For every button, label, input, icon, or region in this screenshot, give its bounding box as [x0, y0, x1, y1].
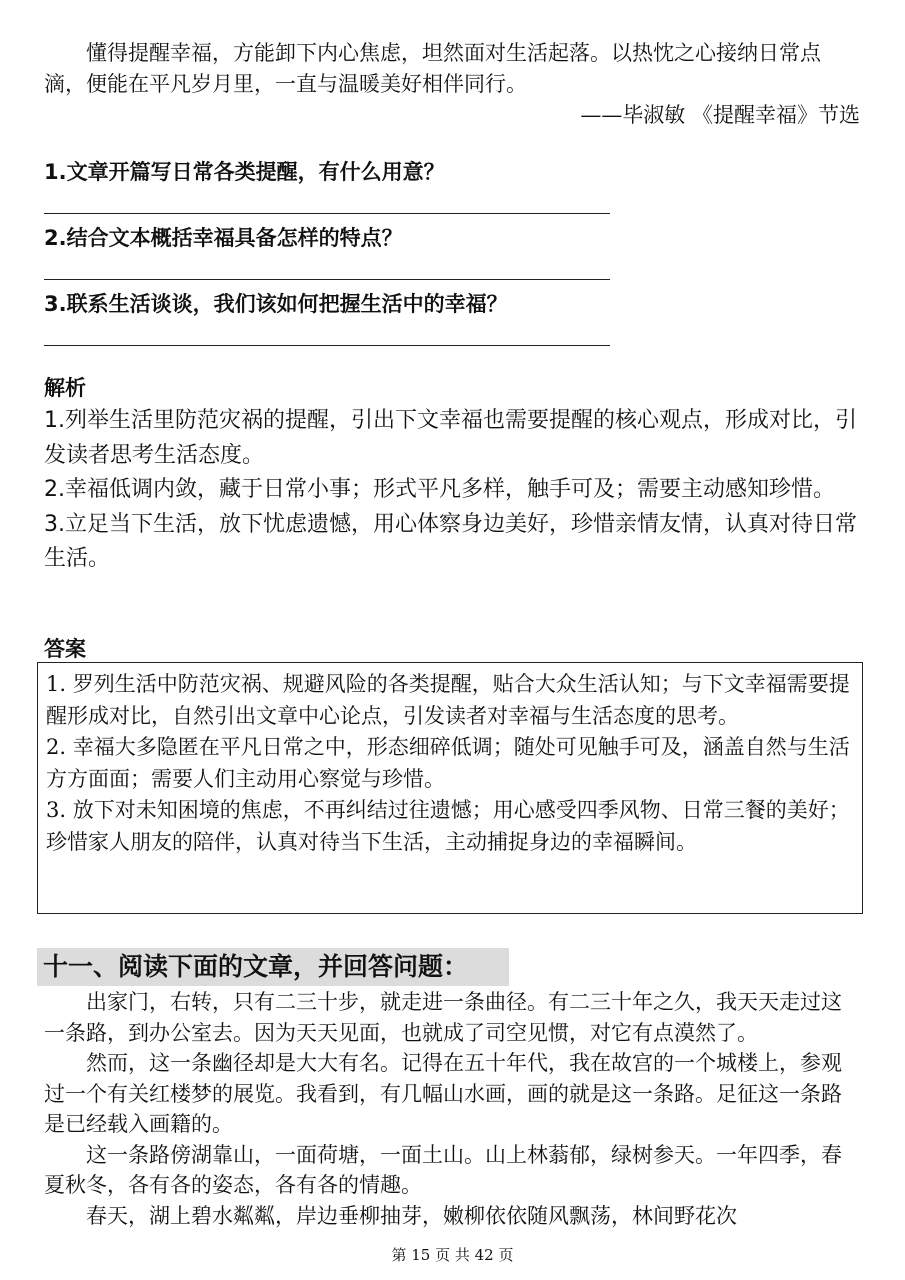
question-2: 2.结合文本概括幸福具备怎样的特点？ — [44, 226, 403, 250]
analysis-list — [44, 404, 864, 577]
question-3: 3.联系生活谈谈，我们该如何把握生活中的幸福？ — [44, 292, 508, 316]
passage-paragraph-3: 这一条路傍湖靠山，一面荷塘，一面土山。山上林蓊郁，绿树参天。一年四季，春夏秋冬，各有各的姿态，各有各的情趣。 — [44, 1142, 842, 1197]
answer-line-1 — [44, 213, 610, 214]
passage-paragraph-2: 然而，这一条幽径却是大大有名。记得在五十年代，我在故宫的一个城楼上，参观过一个有关红楼梦的展览。我看到，有几幅山水画，画的就是这一条路。足征这一条路是已经载入画籍的。 — [44, 1051, 842, 1136]
analysis-title: 解析 — [44, 376, 86, 400]
analysis-item-1: 1.列举生活里防范灾祸的提醒，引出下文幸福也需要提醒的核心观点，形成对比，引发读者思考生活态度。 — [44, 408, 857, 468]
answer-item-1: 1. 罗列生活中防范灾祸、规避风险的各类提醒，贴合大众生活认知；与下文幸福需要提醒形成对比，自然引出文章中心论点，引发读者对幸福与生活态度的思考。 — [46, 672, 850, 728]
answer-line-2 — [44, 279, 610, 280]
question-1: 1.文章开篇写日常各类提醒，有什么用意？ — [44, 160, 445, 184]
reading-passage — [44, 987, 856, 1231]
analysis-item-3: 3.立足当下生活，放下忧虑遗憾，用心体察身边美好，珍惜亲情友情，认真对待日常生活。 — [44, 511, 857, 572]
analysis-item-2: 2.幸福低调内敛，藏于日常小事；形式平凡多样，触手可及；需要主动感知珍惜。 — [44, 477, 835, 503]
excerpt-source: ——毕淑敏 《提醒幸福》节选 — [580, 103, 860, 127]
intro-excerpt — [44, 38, 860, 130]
passage-paragraph-1: 出家门，右转，只有二三十步，就走进一条曲径。有二三十年之久，我天天走过这一条路，到办公室去。因为天天见面，也就成了司空见惯，对它有点漠然了。 — [44, 990, 842, 1045]
section-heading: 十一、阅读下面的文章，并回答问题： — [37, 948, 509, 986]
intro-paragraph: 懂得提醒幸福，方能卸下内心焦虑，坦然面对生活起落。以热忱之心接纳日常点滴，便能在平凡岁月里，一直与温暖美好相伴同行。 — [44, 41, 821, 96]
answer-item-3: 3. 放下对未知困境的焦虑，不再纠结过往遗憾；用心感受四季风物、日常三餐的美好；珍惜家人朋友的陪伴，认真对待当下生活，主动捕捉身边的幸福瞬间。 — [46, 798, 850, 854]
answer-item-2: 2. 幸福大多隐匿在平凡日常之中，形态细碎低调；随处可见触手可及，涵盖自然与生活方方面面；需要人们主动用心察觉与珍惜。 — [46, 735, 850, 791]
answer-title: 答案 — [44, 637, 86, 661]
page-footer: 第 15 页 共 42 页 — [391, 1246, 514, 1264]
answer-box — [37, 662, 863, 914]
passage-paragraph-4: 春天，湖上碧水粼粼，岸边垂柳抽芽，嫩柳依依随风飘荡，林间野花次 — [86, 1203, 737, 1228]
answer-line-3 — [44, 345, 610, 346]
